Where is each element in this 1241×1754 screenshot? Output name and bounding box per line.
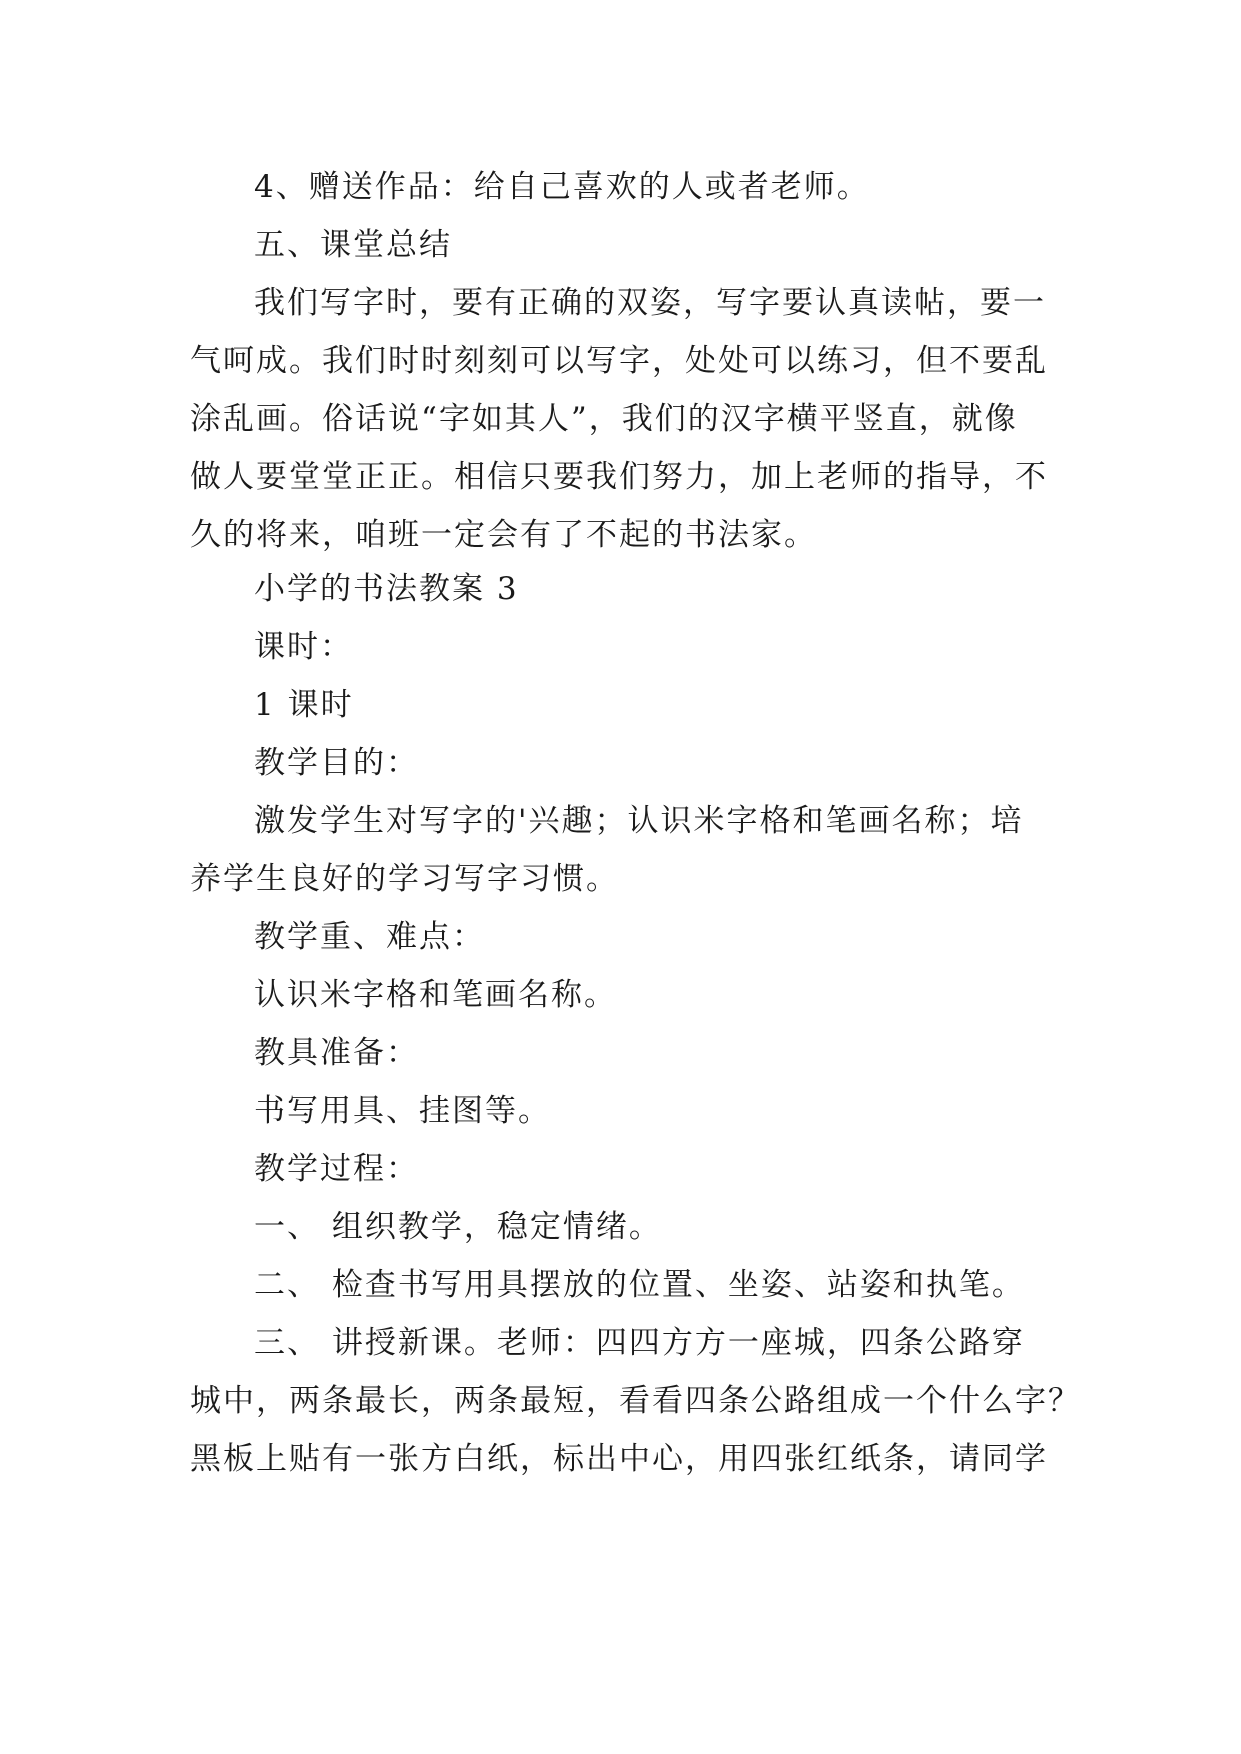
process-step-1: 一、 组织教学，稳定情绪。 [254, 1209, 662, 1245]
difficulty-value: 认识米字格和笔画名称。 [254, 977, 617, 1013]
section-b [190, 560, 1081, 1488]
process-step-3-line: 城中，两条最长，两条最短，看看四条公路组成一个什么字？ [190, 1383, 1081, 1419]
tools-value: 书写用具、挂图等。 [254, 1093, 551, 1129]
goal-line: 养学生良好的学习写字习惯。 [190, 861, 619, 897]
heading-summary: 五、课堂总结 [254, 227, 452, 263]
summary-line: 我们写字时，要有正确的双姿，写字要认真读帖，要一 [254, 285, 1046, 321]
difficulty-label: 教学重、难点： [254, 919, 485, 955]
section-a [190, 158, 1050, 564]
process-step-2: 二、 检查书写用具摆放的位置、坐姿、站姿和执笔。 [254, 1267, 1025, 1303]
period-value: 1 课时 [254, 687, 354, 723]
summary-line: 久的将来，咱班一定会有了不起的书法家。 [190, 517, 817, 553]
goal-label: 教学目的： [254, 745, 419, 781]
goal-line: 激发学生对写字的'兴趣；认识米字格和笔画名称；培 [254, 803, 1024, 839]
tools-label: 教具准备： [254, 1035, 419, 1071]
period-label: 课时： [254, 629, 353, 665]
summary-line: 涂乱画。俗话说“字如其人”，我们的汉字横平竖直，就像 [190, 401, 1018, 437]
item-4: 4、赠送作品：给自己喜欢的人或者老师。 [254, 169, 870, 205]
summary-line: 做人要堂堂正正。相信只要我们努力，加上老师的指导，不 [190, 459, 1048, 495]
process-label: 教学过程： [254, 1151, 419, 1187]
process-step-3-line: 黑板上贴有一张方白纸，标出中心，用四张红纸条，请同学 [190, 1441, 1048, 1477]
summary-line: 气呵成。我们时时刻刻可以写字，处处可以练习，但不要乱 [190, 343, 1048, 379]
process-step-3-line: 三、 讲授新课。老师：四四方方一座城，四条公路穿 [254, 1325, 1025, 1361]
lesson-title: 小学的书法教案 3 [254, 571, 519, 607]
